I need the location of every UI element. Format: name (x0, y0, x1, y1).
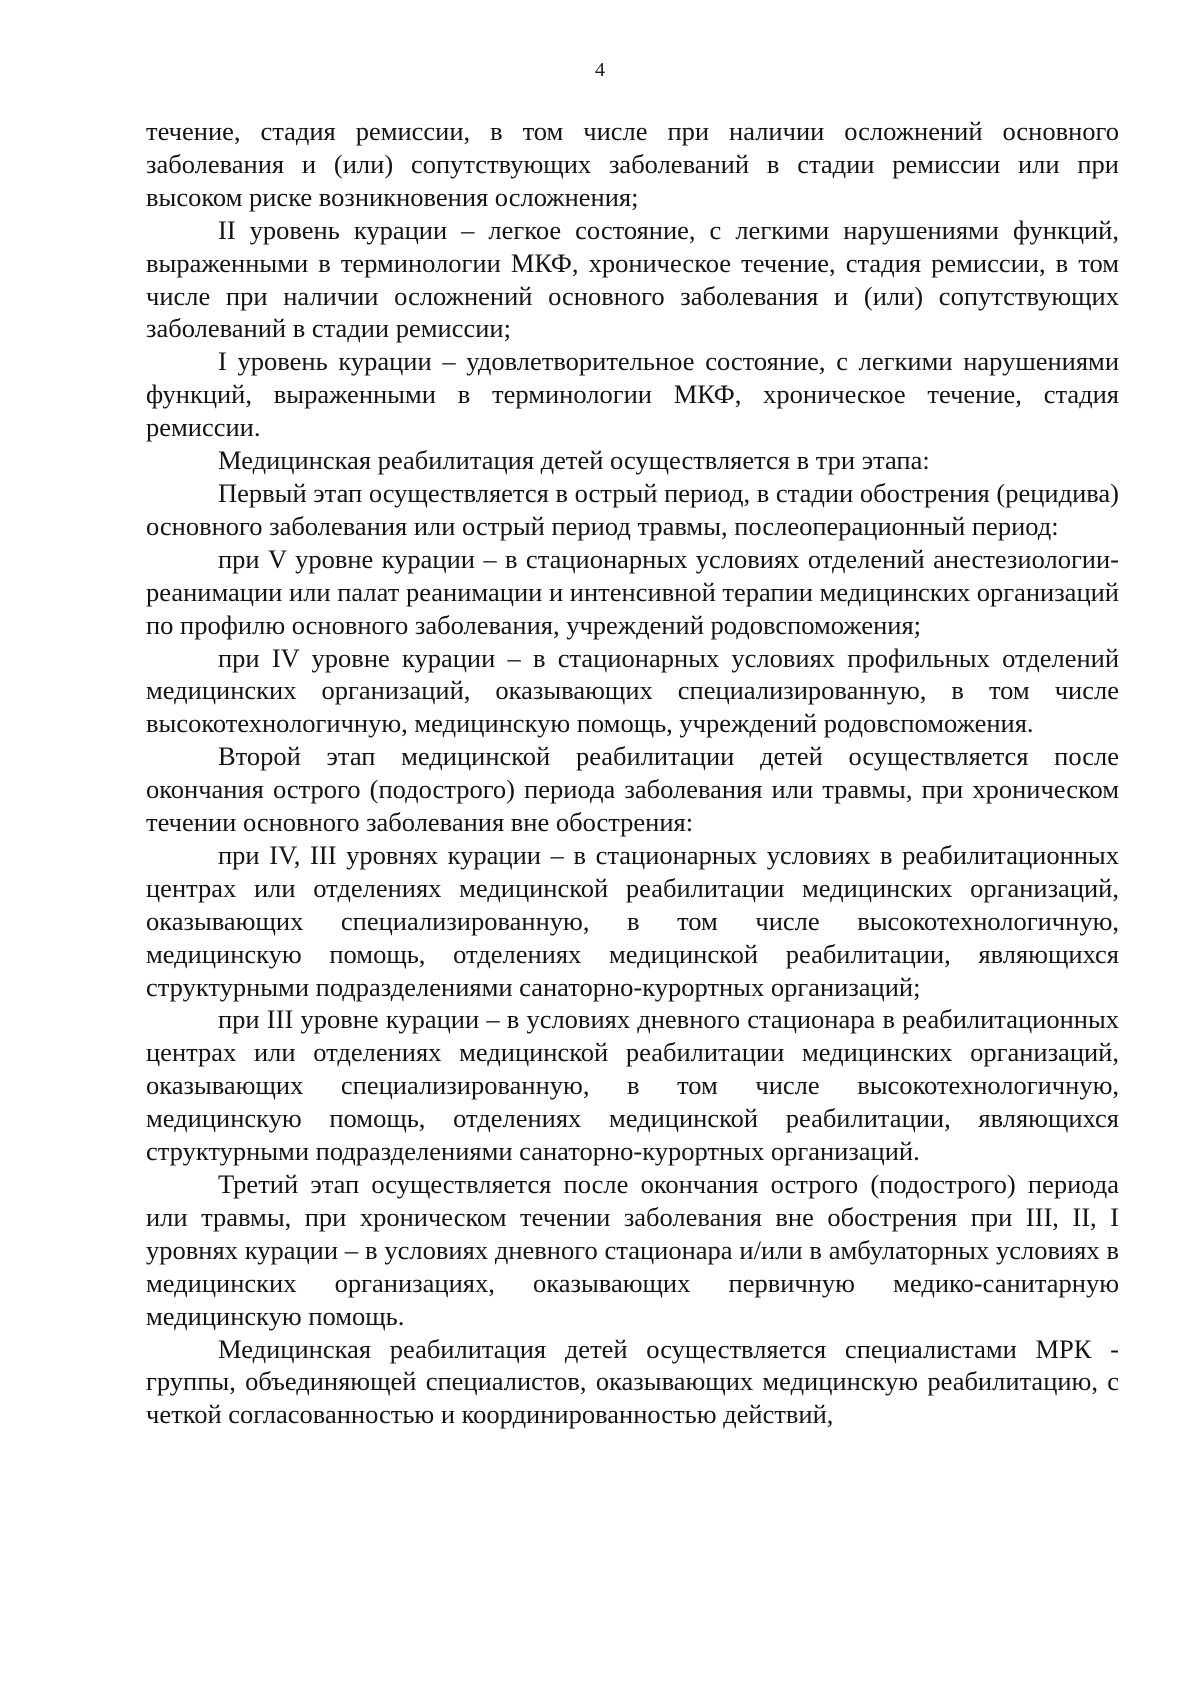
paragraph-second-stage: Второй этап медицинской реабилитации детей осуществляется после окончания острого (подострого) периода заболевания или травмы, при хроническом течении основного заболевания вне обострения: (146, 741, 1119, 838)
paragraph-mrk-team: Медицинская реабилитация детей осуществляется специалистами МРК - группы, объединяющей специалистов, оказывающих медицинскую реабилитацию, с четкой согласованностью и координированностью действий, (146, 1333, 1119, 1430)
paragraph-second-stage-levels-4-3: при IV, III уровнях курации – в стационарных условиях в реабилитационных центрах или отделениях медицинской реабилитации медицинских организаций, оказывающих специализированную, в том числе высокотехнологичную, медицинскую помощь, отделениях медицинской реабилитации, являющихся структурными подразделениями санаторно-курортных организаций; (146, 839, 1119, 1002)
paragraph-three-stages: Медицинская реабилитация детей осуществляется в три этапа: (218, 445, 930, 476)
paragraph-curation-level-2: II уровень курации – легкое состояние, с легкими нарушениями функций, выраженными в терминологии МКФ, хроническое течение, стадия ремиссии, в том числе при наличии осложнений основного заболевания и (или) сопутствующих заболеваний в стадии ремиссии; (146, 214, 1119, 344)
paragraph-third-stage: Третий этап осуществляется после окончания острого (подострого) периода или травмы, при хроническом течении заболевания вне обострения при III, II, I уровнях курации – в условиях дневного стационара и/или в амбулаторных условиях в медицинских организациях, оказывающих первичную медико-санитарную медицинскую помощь. (146, 1169, 1119, 1331)
paragraph-curation-level-1: I уровень курации – удовлетворительное состояние, с легкими нарушениями функций, выраженными в терминологии МКФ, хроническое течение, стадия ремиссии. (146, 346, 1119, 443)
paragraph-first-stage-level-4: при IV уровне курации – в стационарных условиях профильных отделений медицинских организаций, оказывающих специализированную, в том числе высокотехнологичную, медицинскую помощь, учреждений родовспоможения. (146, 642, 1119, 739)
paragraph-first-stage: Первый этап осуществляется в острый период, в стадии обострения (рецидива) основного заболевания или острый период травмы, послеоперационный период: (146, 477, 1119, 541)
page-number: 4 (595, 59, 605, 81)
paragraph-second-stage-level-3: при III уровне курации – в условиях дневного стационара в реабилитационных центрах или отделениях медицинской реабилитации медицинских организаций, оказывающих специализированную, в том числе высокотехнологичную, медицинскую помощь, отделениях медицинской реабилитации, являющихся структурными подразделениями санаторно-курортных организаций. (146, 1004, 1119, 1167)
paragraph-first-stage-level-5: при V уровне курации – в стационарных условиях отделений анестезиологии-реанимации или палат реанимации и интенсивной терапии медицинских организаций по профилю основного заболевания, учреждений родовспоможения; (146, 543, 1119, 640)
paragraph-curation-level-3-continued: течение, стадия ремиссии, в том числе при наличии осложнений основного заболевания и (или) сопутствующих заболеваний в стадии ремиссии или при высоком риске возникновения осложнения; (146, 116, 1119, 212)
document-body (146, 115, 1119, 1431)
